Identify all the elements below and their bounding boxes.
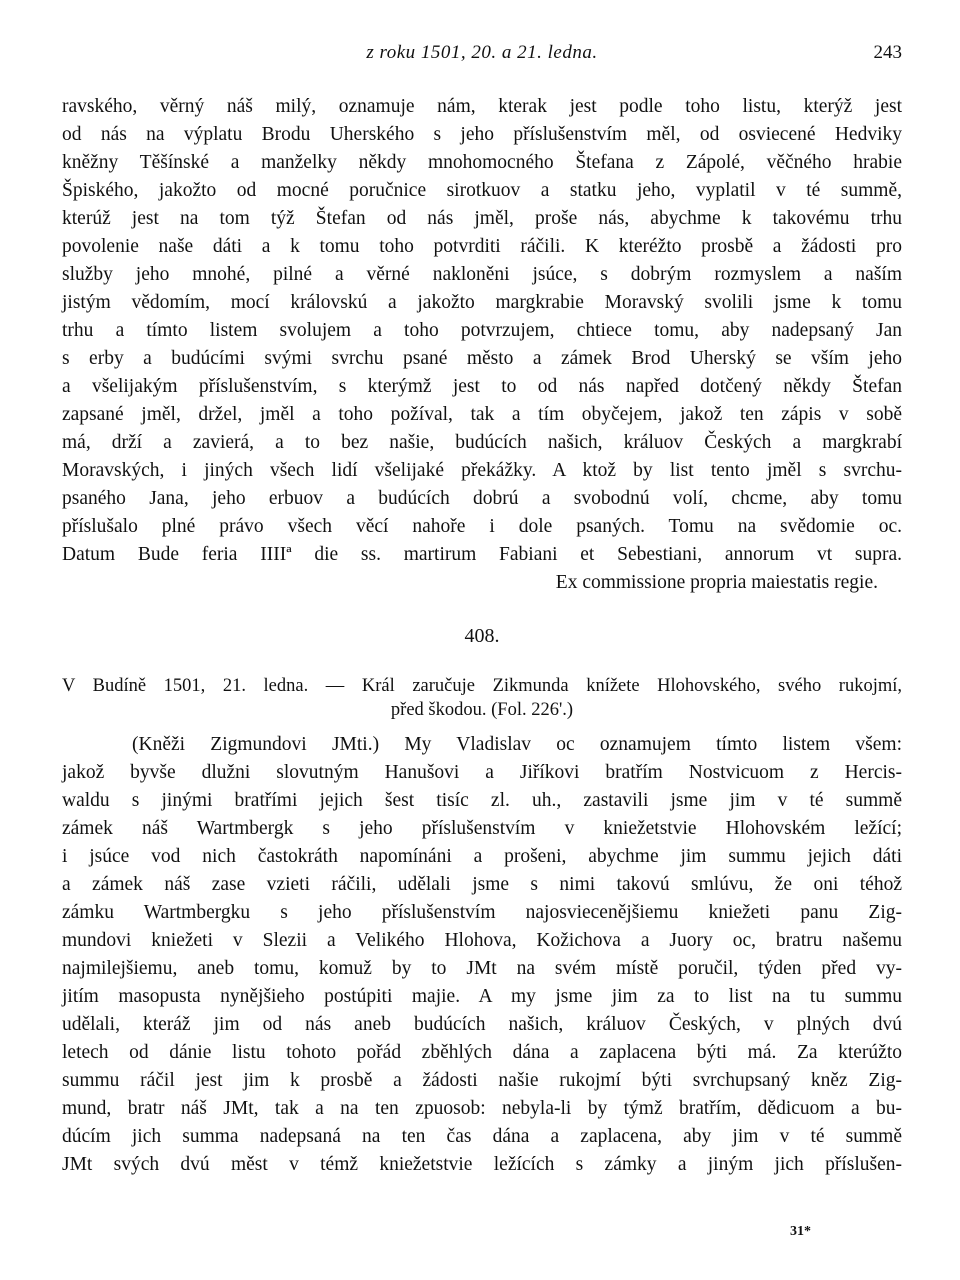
text-line: dúcím jich summa nadepsaná na ten čas dána a zaplacena, aby jim v té summě	[62, 1126, 902, 1147]
text-line: jitím masopusta nynějšieho postúpiti majie. A my jsme jim za to list na tu summu	[62, 986, 902, 1007]
running-title: z roku 1501, 20. a 21. ledna.	[366, 42, 598, 63]
text-line: kněžny Těšínské a manželky někdy mnohomocného Štefana z Zápolé, věčného hrabie	[62, 152, 902, 173]
page-header	[62, 42, 902, 76]
signature-mark: 31*	[790, 1224, 811, 1239]
page-number: 243	[873, 42, 902, 63]
text-line: trhu a tímto listem svolujem a toho potvrzujem, chtiece tomu, aby nadepsaný Jan	[62, 320, 902, 341]
text-line: ravského, věrný náš milý, oznamuje nám, kterak jest podle toho listu, kterýž jest	[62, 96, 902, 117]
text-line: a zámek náš zase vzieti ráčili, udělali jsme s nimi takovú smlúvu, že oni téhož	[62, 874, 902, 895]
text-line: povolenie naše dáti a k tomu toho potvrditi ráčili. K kteréžto prosbě a žádosti pro	[62, 236, 902, 257]
text-line: a všelijakým příslušenstvím, s kterýmž jest to od nás napřed dotčený někdy Štefan	[62, 376, 902, 397]
text-line: od nás na výplatu Brodu Uherského s jeho příslušenstvím měl, od osviecené Hedviky	[62, 124, 902, 145]
text-line: najmilejšiemu, aneb tomu, komuž by to JMt na svém místě poručil, týden před vy-	[62, 958, 902, 979]
text-line: jakož byvše dlužni slovutným Hanušovi a Jiříkovi bratřím Nostvicuom z Hercis-	[62, 762, 902, 783]
text-line: příslušalo plné právo všech věcí nahoře i dole psaných. Tomu na svědomie oc.	[62, 516, 902, 537]
text-line: (Kněži Zigmundovi JMti.) My Vladislav oc oznamujem tímto listem všem:	[132, 734, 902, 755]
text-line: letech od dánie listu tohoto pořád zběhlých dána a zaplacena býti má. Za kterúžto	[62, 1042, 902, 1063]
text-line: waldu s jinými bratřími jejich šest tisíc zl. uh., zastavili jsme jim v té summě	[62, 790, 902, 811]
text-line: i jsúce vod nich častokráth napomínáni a prošeni, abychme jim summu jejich dáti	[62, 846, 902, 867]
text-line: zapsané jměl, držel, jměl a toho požíval, tak a tím obyčejem, jakož ten zápis v sobě	[62, 404, 902, 425]
regest-line: V Budíně 1501, 21. ledna. — Král zaručuje Zikmunda knížete Hlohovského, svého rukojmí,	[62, 676, 902, 696]
text-line: služby jeho mnohé, pilné a věrné nakloněni jsúce, s dobrým rozmyslem a naším	[62, 264, 902, 285]
text-line: kterúž jest na tom týž Štefan od nás jměl, proše nás, abychme k takovému trhu	[62, 208, 902, 229]
text-line: summu ráčil jest jim k prosbě a žádosti našie rukojmí býti svrchupsaný kněz Zig-	[62, 1070, 902, 1091]
text-line: mundovi kniežeti v Slezii a Velikého Hlohova, Kožichova a Juory oc, bratru našemu	[62, 930, 902, 951]
text-line: Datum Bude feria IIIIª die ss. martirum Fabiani et Sebestiani, annorum vt supra.	[62, 544, 902, 565]
text-line: zámku Wartmbergku s jeho příslušenstvím najosviecenějšiemu kniežeti panu Zig-	[62, 902, 902, 923]
text-line: JMt svých dvú měst v témž kniežetstvie ležících s zámky a jiným jich příslušen-	[62, 1154, 902, 1175]
text-line: Moravských, i jiných všech lidí všelijaké překážky. A ktož by list tento jměl s svrchu-	[62, 460, 902, 481]
text-line: psaného Jana, jeho erbuov a budúcích dobrú a svobodnú volí, chcme, aby tomu	[62, 488, 902, 509]
text-line: udělali, kteráž jim od nás aneb budúcích našich, králuov Českých, v plných dvú	[62, 1014, 902, 1035]
text-line: zámek náš Wartmbergk s jeho příslušenstvím v kniežetstvie Hlohovském ležící;	[62, 818, 902, 839]
text-line: s erby a budúcími svými svrchu psané město a zámek Brod Uherský se vším jeho	[62, 348, 902, 369]
text-line: jistým vědomím, mocí královskú a jakožto margkrabie Moravský svolili jsme k tomu	[62, 292, 902, 313]
regest-line: před škodou. (Fol. 226'.)	[390, 700, 574, 720]
document-number: 408.	[464, 625, 500, 647]
text-line: Špiského, jakožto od mocné poručnice sirotkuov a statku jeho, vyplatil v té summě,	[62, 180, 902, 201]
text-line: mund, bratr náš JMt, tak a na ten zpuosob: nebyla-li by týmž bratřím, dědicuom a bu-	[62, 1098, 902, 1119]
commission-note: Ex commissione propria maiestatis regie.	[555, 572, 878, 593]
text-line: má, drží a zavierá, a to bez našie, budúcích našich, králuov Českých a margkrabí	[62, 432, 902, 453]
